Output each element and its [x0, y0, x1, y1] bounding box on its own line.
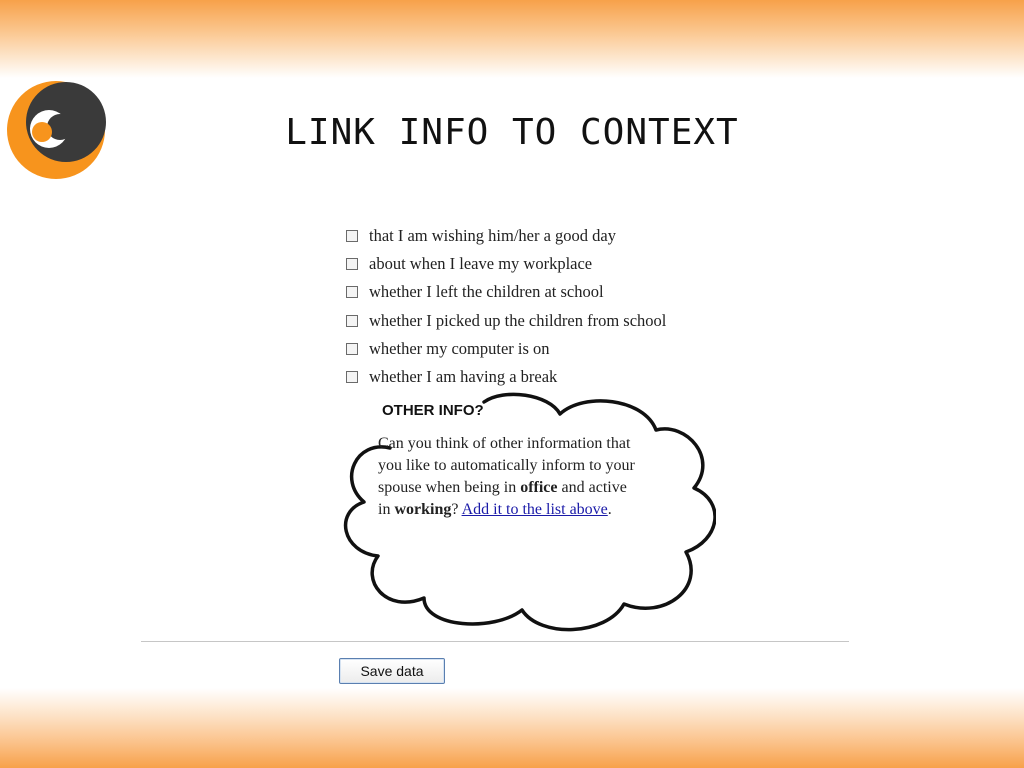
- checkbox[interactable]: [346, 371, 358, 383]
- option-label: about when I leave my workplace: [369, 254, 593, 274]
- checkbox[interactable]: [346, 258, 358, 270]
- other-info-line: [378, 477, 678, 499]
- bold-office: office: [520, 479, 558, 496]
- option-label: that I am wishing him/her a good day: [369, 226, 616, 246]
- text-fragment: and active: [557, 479, 627, 496]
- bold-working: working: [394, 501, 452, 518]
- other-info-line: [378, 499, 678, 521]
- option-having-break: [346, 363, 666, 391]
- other-info-line: you like to automatically inform to your: [378, 457, 635, 474]
- checkbox[interactable]: [346, 286, 358, 298]
- text-fragment: .: [607, 501, 612, 518]
- option-picked-up-children: [346, 307, 666, 335]
- text-fragment: ?: [451, 501, 462, 518]
- option-left-children: [346, 278, 666, 306]
- add-to-list-link[interactable]: Add it to the list above: [461, 501, 608, 518]
- checkbox[interactable]: [346, 343, 358, 355]
- text-fragment: spouse when being in: [378, 479, 521, 496]
- option-label: whether I left the children at school: [369, 282, 604, 302]
- bottom-gradient-band: [0, 688, 1024, 768]
- save-data-button[interactable]: Save data: [339, 658, 445, 684]
- option-leave-workplace: [346, 250, 666, 278]
- option-computer-on: [346, 335, 666, 363]
- divider: [141, 641, 849, 642]
- other-info-line: Can you think of other information that: [378, 435, 631, 452]
- text-fragment: in: [378, 501, 395, 518]
- other-info-heading: OTHER INFO?: [382, 402, 484, 419]
- checkbox[interactable]: [346, 230, 358, 242]
- option-label: whether I picked up the children from school: [369, 310, 667, 330]
- option-label: whether my computer is on: [369, 338, 550, 358]
- context-options-list: [346, 222, 666, 391]
- checkbox[interactable]: [346, 315, 358, 327]
- page-title: LINK INFO TO CONTEXT: [285, 112, 739, 153]
- option-label: whether I am having a break: [369, 367, 558, 387]
- other-info-text: [378, 433, 678, 521]
- option-good-day: [346, 222, 666, 250]
- top-gradient-band: [0, 0, 1024, 78]
